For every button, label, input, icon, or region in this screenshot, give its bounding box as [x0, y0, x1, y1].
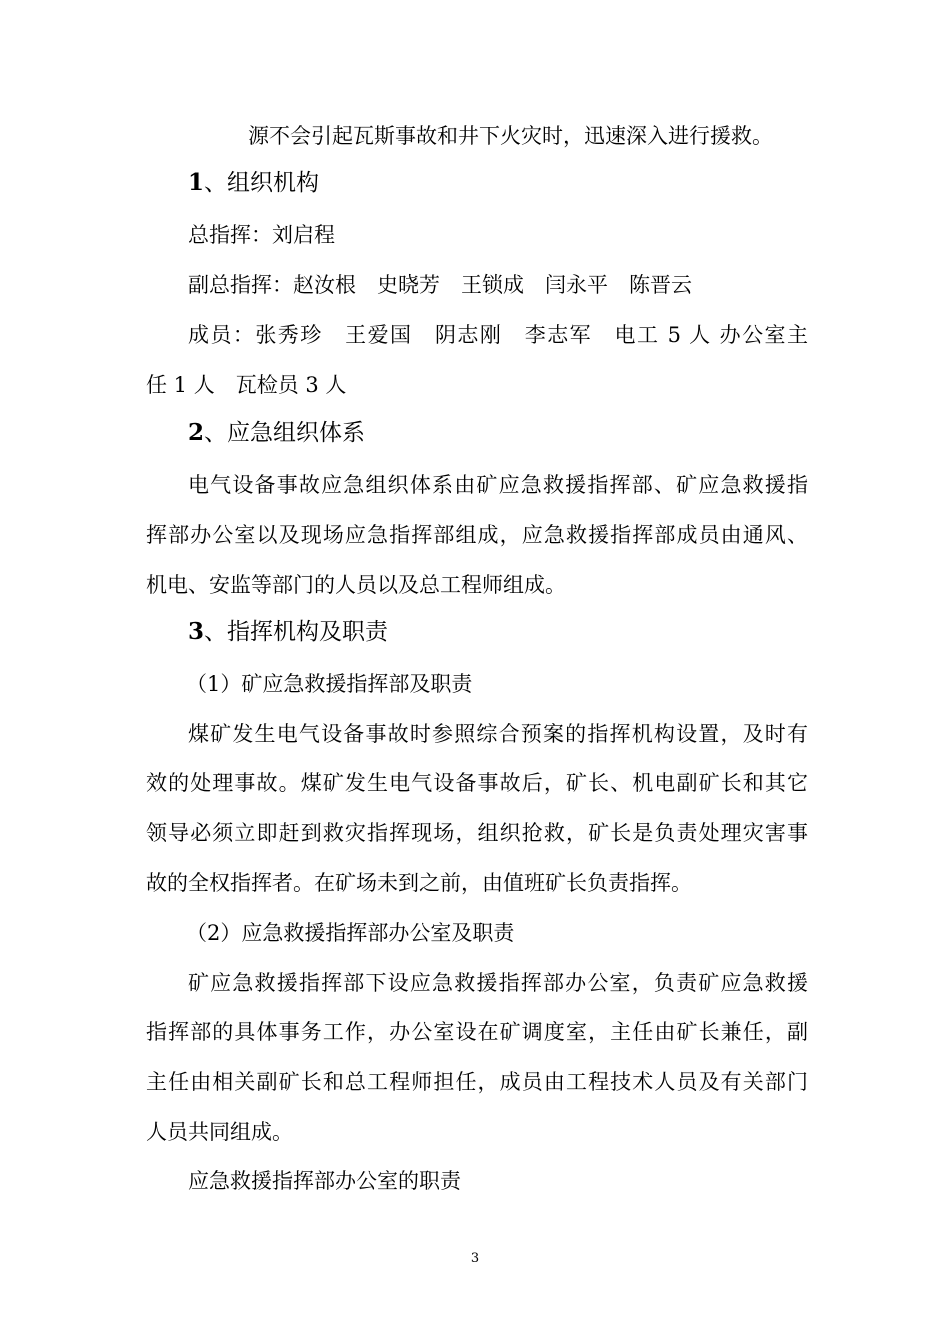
section-heading-2: [188, 418, 850, 448]
members-line: 任 1 人 瓦检员 3 人: [146, 373, 347, 397]
section-heading-1: [188, 168, 850, 198]
paragraph-line: 故的全权指挥者。在矿场未到之前，由值班矿长负责指挥。: [146, 871, 692, 895]
commander-line: 总指挥：刘启程: [188, 223, 335, 247]
section-number: 3: [188, 618, 205, 645]
continuation-line: 源不会引起瓦斯事故和井下火灾时，迅速深入进行援救。: [248, 124, 773, 148]
paragraph-line: 指挥部的具体事务工作，办公室设在矿调度室，主任由矿长兼任，副: [146, 1020, 808, 1044]
paragraph-line: 电气设备事故应急组织体系由矿应急救援指挥部、矿应急救援指: [188, 473, 808, 497]
paragraph-line: 挥部办公室以及现场应急指挥部组成，应急救援指挥部成员由通风、: [146, 523, 808, 547]
members-line: 成员：张秀珍 王爱国 阴志刚 李志军 电工 5 人 办公室主: [188, 323, 808, 347]
subsection-heading-2: （2）应急救援指挥部办公室及职责: [186, 921, 515, 945]
paragraph-line: 机电、安监等部门的人员以及总工程师组成。: [146, 573, 566, 597]
section-number: 2: [188, 419, 205, 446]
paragraph-line: 人员共同组成。: [146, 1120, 293, 1144]
paragraph-line: 主任由相关副矿长和总工程师担任，成员由工程技术人员及有关部门: [146, 1070, 808, 1094]
subsection-heading-1: （1）矿应急救援指挥部及职责: [186, 672, 473, 696]
paragraph-line: 矿应急救援指挥部下设应急救援指挥部办公室，负责矿应急救援: [188, 971, 808, 995]
section-title: 、应急组织体系: [204, 420, 366, 446]
section-title: 、组织机构: [204, 170, 320, 196]
section-title: 、指挥机构及职责: [204, 619, 389, 645]
page-number: 3: [470, 1251, 480, 1266]
paragraph-line: 领导必须立即赶到救灾指挥现场，组织抢救，矿长是负责处理灾害事: [146, 821, 808, 845]
paragraph-line: 效的处理事故。煤矿发生电气设备事故后，矿长、机电副矿长和其它: [146, 771, 808, 795]
office-duties-heading: 应急救援指挥部办公室的职责: [188, 1169, 461, 1193]
section-number: 1: [188, 169, 205, 196]
paragraph-line: 煤矿发生电气设备事故时参照综合预案的指挥机构设置，及时有: [188, 722, 808, 746]
deputy-commanders-line: 副总指挥：赵汝根 史晓芳 王锁成 闫永平 陈晋云: [188, 273, 692, 297]
section-heading-3: [188, 617, 850, 647]
